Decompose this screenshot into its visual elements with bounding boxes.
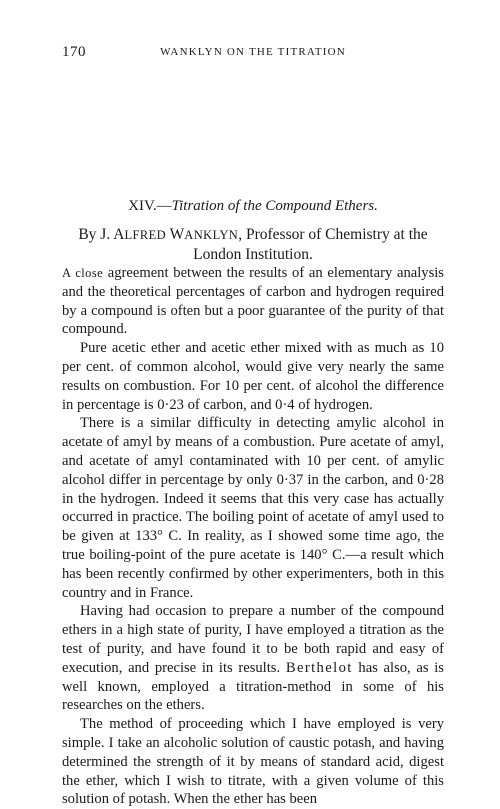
article-title-dash: — bbox=[156, 198, 172, 214]
paragraph-4-before: Having had occasion to prepare a number of the compound ethers in a high state of purity, I have employed a titration as the test of purity, and have found it to be both rapid and easy of execution, and precise in its results. bbox=[62, 603, 444, 676]
byline-first-initial: A bbox=[113, 226, 125, 243]
byline-affiliation: , Professor of Chemistry at the London Institution. bbox=[193, 226, 428, 263]
paragraph-2: Pure acetic ether and acetic ether mixed with as much as 10 per cent. of common alcohol, would give very nearly the same results on combustion. For 10 per cent. of alcohol the difference in percentage is 0·23 of carbon, and 0·4 of hydrogen. bbox=[62, 340, 444, 413]
paragraph-1-text: agreement between the results of an elementary analysis and the theoretical percentages of carbon and hydrogen required by a compound is often but a poor guarantee of the purity of that compound. bbox=[62, 265, 444, 338]
paragraph-1 bbox=[62, 264, 444, 339]
paragraph-5: The method of proceeding which I have employed is very simple. I take an alcoholic solution of caustic potash, and having determined the strength of it by means of standard acid, digest the ether, which I wish to titrate, with a given volume of this solution of potash. When the ether has been bbox=[62, 716, 444, 808]
paragraph-3: There is a similar difficulty in detecting amylic alcohol in acetate of amyl by means of a combustion. Pure acetate of amyl, and acetate of amyl contaminated with 10 per cent. of amylic alcohol differ in percentage by only 0·37 in the carbon, and 0·28 in the hydrogen. Indeed it seems that this very case has actually occurred in practice. The boiling point of acetate of amyl used to be given at 133° C. In reality, as I showed some time ago, the true boiling-point of the pure acetate is 140° C.—a result which has been recently confirmed by other experimenters, both in this country and in France. bbox=[62, 415, 444, 601]
byline-by: By J. bbox=[78, 226, 111, 243]
byline-first-rest: LFRED bbox=[124, 228, 167, 242]
running-head-title: WANKLYN ON THE TITRATION bbox=[160, 46, 346, 58]
page-number: 170 bbox=[62, 44, 86, 60]
article-title-text: Titration of the Compound Ethers. bbox=[171, 198, 378, 214]
paragraph-4-name: Berthelot bbox=[285, 659, 353, 676]
article-body bbox=[62, 264, 444, 809]
byline bbox=[62, 225, 444, 264]
article-number: XIV. bbox=[128, 198, 157, 214]
paragraph-1-lead: A close bbox=[62, 266, 104, 280]
byline-last-rest: ANKLYN bbox=[184, 228, 239, 242]
article-title bbox=[62, 198, 444, 215]
byline-last-initial: W bbox=[169, 226, 185, 243]
paragraph-4-after: has also, as is well known, employed a titration-method in some of his researches on the ethers. bbox=[62, 659, 444, 714]
paragraph-4 bbox=[62, 602, 444, 715]
running-head bbox=[62, 44, 444, 64]
